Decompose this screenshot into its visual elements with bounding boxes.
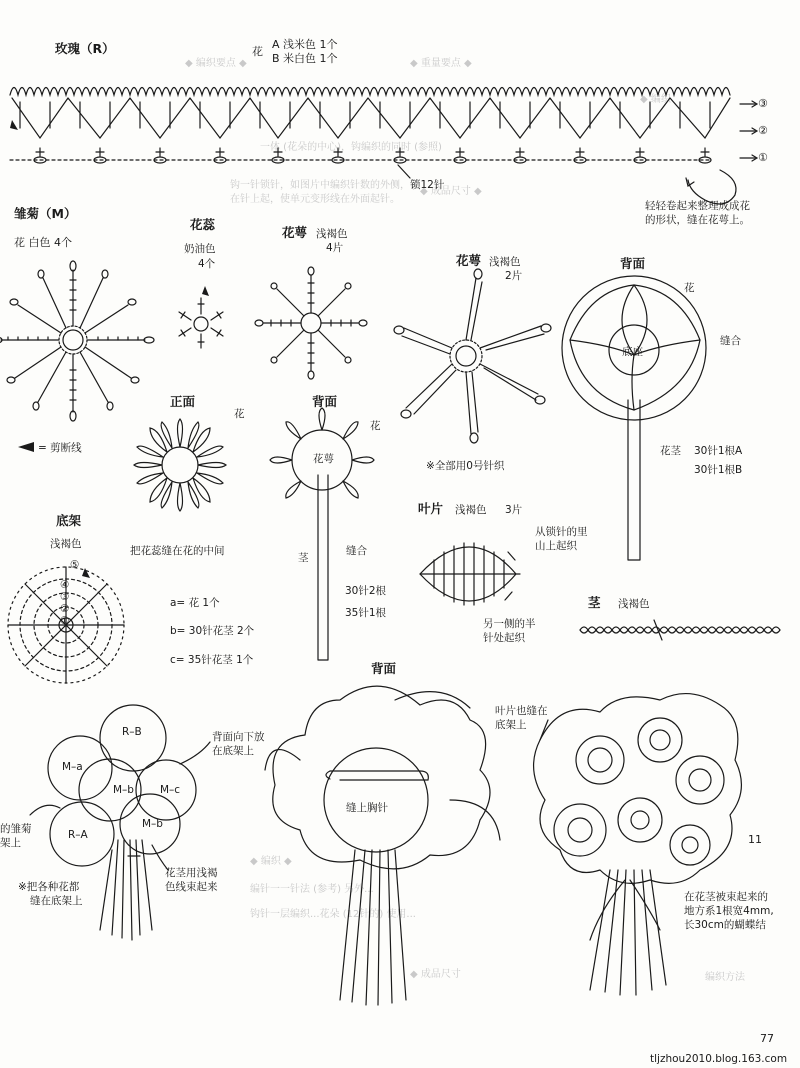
front-daisy-illustration xyxy=(134,419,226,511)
daisy-calyx-chart xyxy=(255,267,367,379)
back-title: 背面 xyxy=(312,394,338,409)
assembly-note-bottom-1: ※把各种花都 xyxy=(18,881,80,893)
stem-label-daisy: 茎 xyxy=(298,552,309,564)
daisy-calyx-qty: 4片 xyxy=(326,242,344,254)
front-title: 正面 xyxy=(170,394,196,409)
front-note: 把花蕊缝在花的中间 xyxy=(130,545,225,557)
leaf-qty: 3片 xyxy=(505,504,523,516)
base-stitch-3: ③ xyxy=(60,591,70,603)
legend-a: a= 花 1个 xyxy=(170,597,220,609)
base-stitch-1: ① xyxy=(60,615,70,627)
rose-back-sew: 缝合 xyxy=(720,335,741,347)
stamen-chart xyxy=(179,298,223,348)
bouquet-number: 11 xyxy=(748,833,762,846)
back-daisy-illustration xyxy=(270,408,374,660)
rose-back-stem-a: 30针1根A xyxy=(694,445,743,457)
assembly-circle-mc: M–c xyxy=(160,784,181,796)
legend-c: c= 35针花茎 1个 xyxy=(170,654,254,666)
rose-roll-note-2: 的形状，缝在花萼上。 xyxy=(645,214,750,226)
rose-back-base: 底座 xyxy=(622,346,643,358)
rose-back-title: 背面 xyxy=(620,256,646,271)
leaf-note2-a: 另一侧的半 xyxy=(483,618,536,630)
rose-yarn-a: A 浅米色 1个 xyxy=(272,38,338,51)
bouquet-ribbon-note-2: 地方系1根宽4mm, xyxy=(684,905,774,917)
assembly-note-left-2: 架上 xyxy=(0,837,21,849)
stamen-title: 花蕊 xyxy=(190,217,216,232)
legend-b: b= 30针花茎 2个 xyxy=(170,625,255,637)
brooch-pin-label: 缝上胸针 xyxy=(346,802,388,814)
sew-label-daisy: 缝合 xyxy=(346,545,367,557)
rose-back-flower: 花 xyxy=(684,282,695,294)
rose-chain-label: 锁12针 xyxy=(410,179,445,191)
brooch-back-title: 背面 xyxy=(371,661,397,676)
bouquet-leaf-note-2: 底架上 xyxy=(495,719,527,731)
rose-yarn-b: B 米白色 1个 xyxy=(272,52,338,65)
bouquet-leaf-note-1: 叶片也缝在 xyxy=(495,705,548,717)
bouquet-ribbon-note-3: 长30cm的蝴蝶结 xyxy=(684,919,766,931)
leaf-color: 浅褐色 xyxy=(455,504,487,516)
stem-title: 茎 xyxy=(588,595,601,610)
rose-row-2: ② xyxy=(758,124,768,137)
stem-color: 浅褐色 xyxy=(618,598,650,610)
base-stitch-5: ⑤ xyxy=(70,559,80,571)
rose-roll-note-1: 轻轻卷起来整理成成花 xyxy=(645,200,750,212)
leaf-note1-a: 从锁针的里 xyxy=(535,526,588,538)
assembly-note-right-2: 在底架上 xyxy=(212,745,254,757)
rose-back-illustration xyxy=(562,276,706,560)
back-flower-label: 花 xyxy=(370,420,381,432)
daisy-calyx-title: 花萼 xyxy=(282,225,308,240)
needle-note: ※全部用0号针织 xyxy=(426,460,505,472)
leaf-note1-b: 山上起织 xyxy=(535,540,577,552)
daisy-title: 雏菊（M） xyxy=(14,206,77,221)
stamen-color: 奶油色 xyxy=(184,243,216,255)
base-stitch-4: ④ xyxy=(60,579,70,591)
bouquet-illustration xyxy=(534,694,742,995)
assembly-circle-rb: R–B xyxy=(122,726,142,738)
leaf-title: 叶片 xyxy=(418,501,444,516)
assembly-note-bottom-2: 缝在底架上 xyxy=(30,895,83,907)
rose-yarn-prefix: 花 xyxy=(252,45,263,58)
cut-marker-icon xyxy=(18,442,34,452)
rose-title: 玫瑰（R） xyxy=(55,41,115,56)
assembly-note-right-1: 背面向下放 xyxy=(212,731,265,743)
assembly-circle-ma: M–a xyxy=(62,761,83,773)
watermark: tljzhou2010.blog.163.com xyxy=(650,1053,788,1065)
rose-crochet-strip xyxy=(10,88,757,205)
daisy-stem-a: 30针2根 xyxy=(345,585,387,597)
rose-back-stem-label: 花茎 xyxy=(660,445,681,457)
base-stitch-2: ② xyxy=(60,603,70,615)
assembly-circle-mb2: M–b xyxy=(142,818,163,830)
stamen-qty: 4个 xyxy=(198,258,216,270)
assembly-circle-ra: R–A xyxy=(68,829,88,841)
stem-chain xyxy=(580,620,780,640)
rose-calyx-qty: 2片 xyxy=(505,270,523,282)
rose-back-stem-b: 30针1根B xyxy=(694,464,743,476)
cut-label: = 剪断线 xyxy=(38,442,82,454)
page-number: 77 xyxy=(760,1032,774,1045)
assembly-note-bind-1: 花茎用浅褐 xyxy=(165,867,218,879)
bouquet-ribbon-note-1: 在花茎被束起来的 xyxy=(684,891,768,903)
daisy-flower-chart xyxy=(0,261,154,421)
rose-calyx-title: 花萼 xyxy=(456,253,482,268)
daisy-flower-label: 花 白色 4个 xyxy=(14,236,72,249)
base-frame-color: 浅褐色 xyxy=(50,538,82,550)
rose-row-3: ③ xyxy=(758,97,768,110)
back-brooch-illustration xyxy=(265,686,500,1005)
rose-row-1: ① xyxy=(758,151,768,164)
leaf-chart xyxy=(420,543,520,605)
daisy-stem-b: 35针1根 xyxy=(345,607,387,619)
assembly-circle-mb1: M–b xyxy=(113,784,134,796)
leaf-note2-b: 针处起织 xyxy=(483,632,525,644)
assembly-note-bind-2: 色线束起来 xyxy=(165,881,218,893)
back-calyx-label: 花萼 xyxy=(313,453,334,465)
rose-calyx-color: 浅褐色 xyxy=(489,256,521,268)
base-frame-title: 底架 xyxy=(56,513,82,528)
rose-calyx-chart xyxy=(394,269,551,443)
front-flower-label: 花 xyxy=(234,408,245,420)
assembly-note-left-1: 的雏菊 xyxy=(0,823,32,835)
daisy-calyx-color: 浅褐色 xyxy=(316,228,348,240)
